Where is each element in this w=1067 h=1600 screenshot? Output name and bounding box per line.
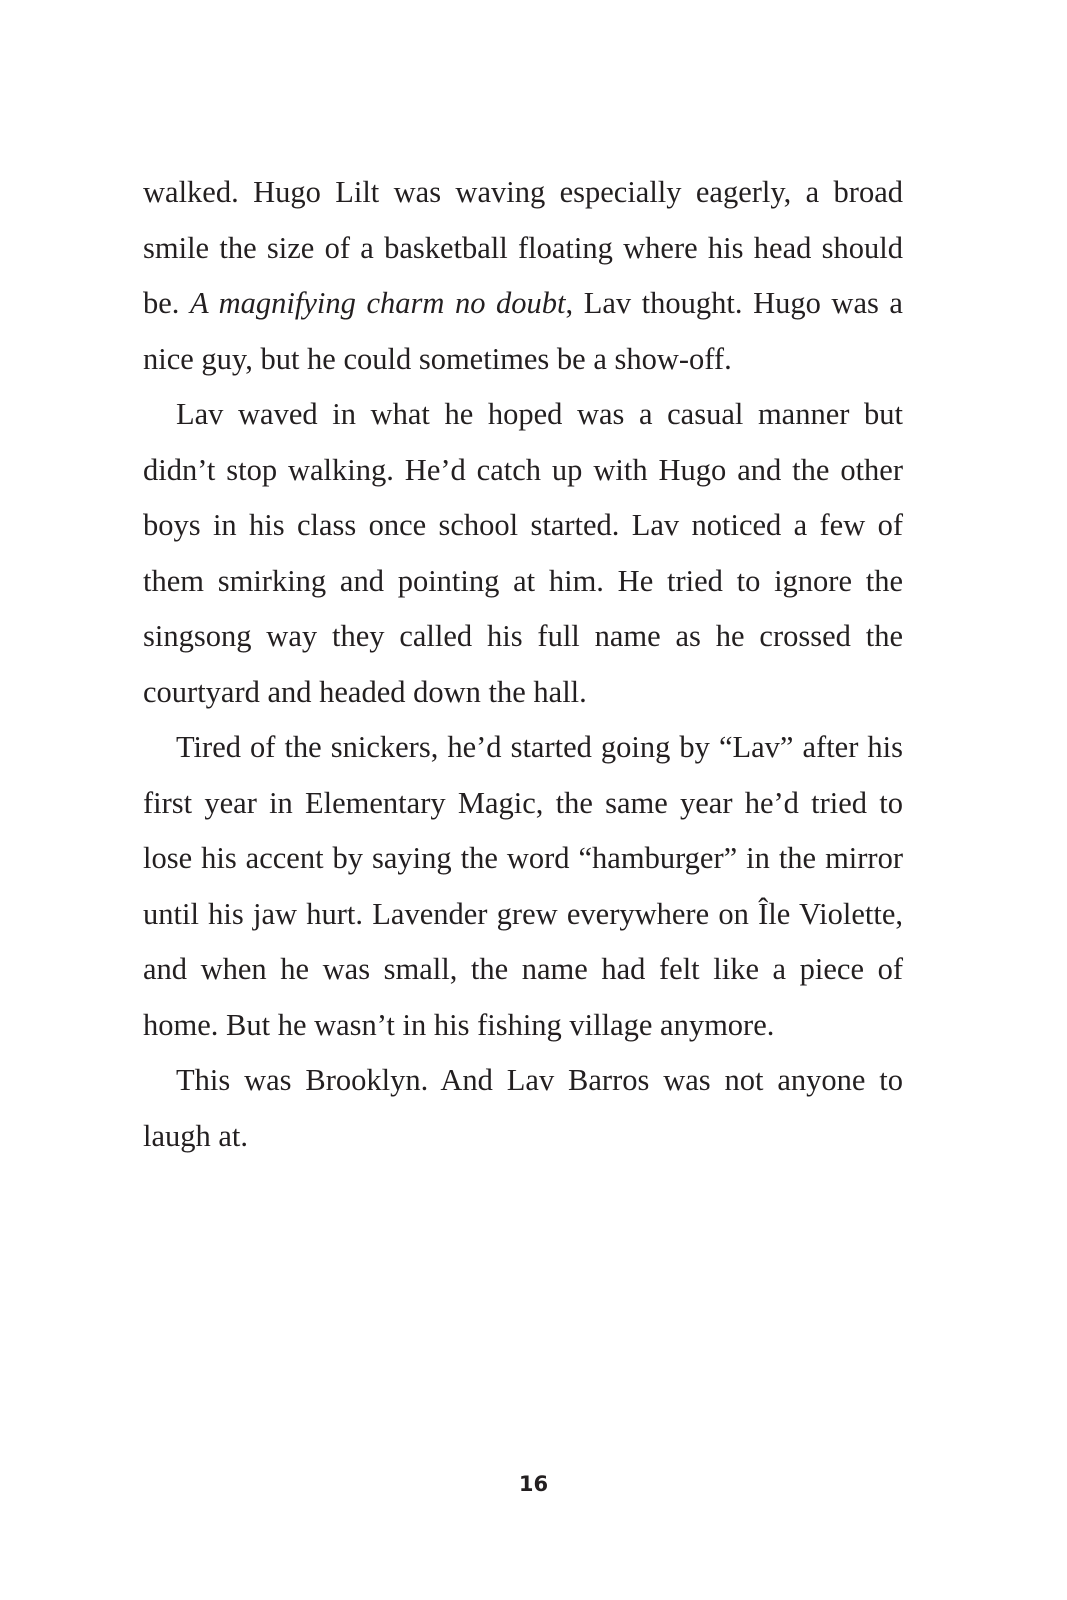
paragraph-1-text-b: , Lav thought. Hugo was a nice guy, but he could sometimes be a show-off. (143, 286, 903, 376)
paragraph-4-text: This was Brooklyn. And Lav Barros was not anyone to laugh at. (143, 1063, 903, 1153)
page-number: 16 (518, 1472, 549, 1496)
paragraph-1 (143, 165, 903, 387)
body-text (143, 165, 903, 1164)
paragraph-1-italic-phrase: A magnifying charm no doubt (189, 286, 566, 320)
paragraph-2-text: Lav waved in what he hoped was a casual manner but didn’t stop walking. He’d catch up with Hugo and the other boys in his class once school started. Lav noticed a few of them smirking and pointing at him. He tried to ignore the singsong way they called his full name as he crossed the courtyard and headed down the hall. (143, 397, 903, 709)
paragraph-2 (143, 387, 903, 720)
paragraph-3 (143, 720, 903, 1053)
paragraph-4 (143, 1053, 903, 1164)
paragraph-3-text: Tired of the snickers, he’d started going by “Lav” after his first year in Elementary Magic, the same year he’d tried to lose his accent by saying the word “hamburger” in the mirror until his jaw hurt. Lavender grew everywhere on Île Violette, and when he was small, the name had felt like a piece of home. But he wasn’t in his fishing village anymore. (143, 730, 903, 1042)
paragraph-1-text-a: walked. Hugo Lilt was waving especially eagerly, a broad smile the size of a basketball floating where his head should be. (143, 175, 903, 320)
